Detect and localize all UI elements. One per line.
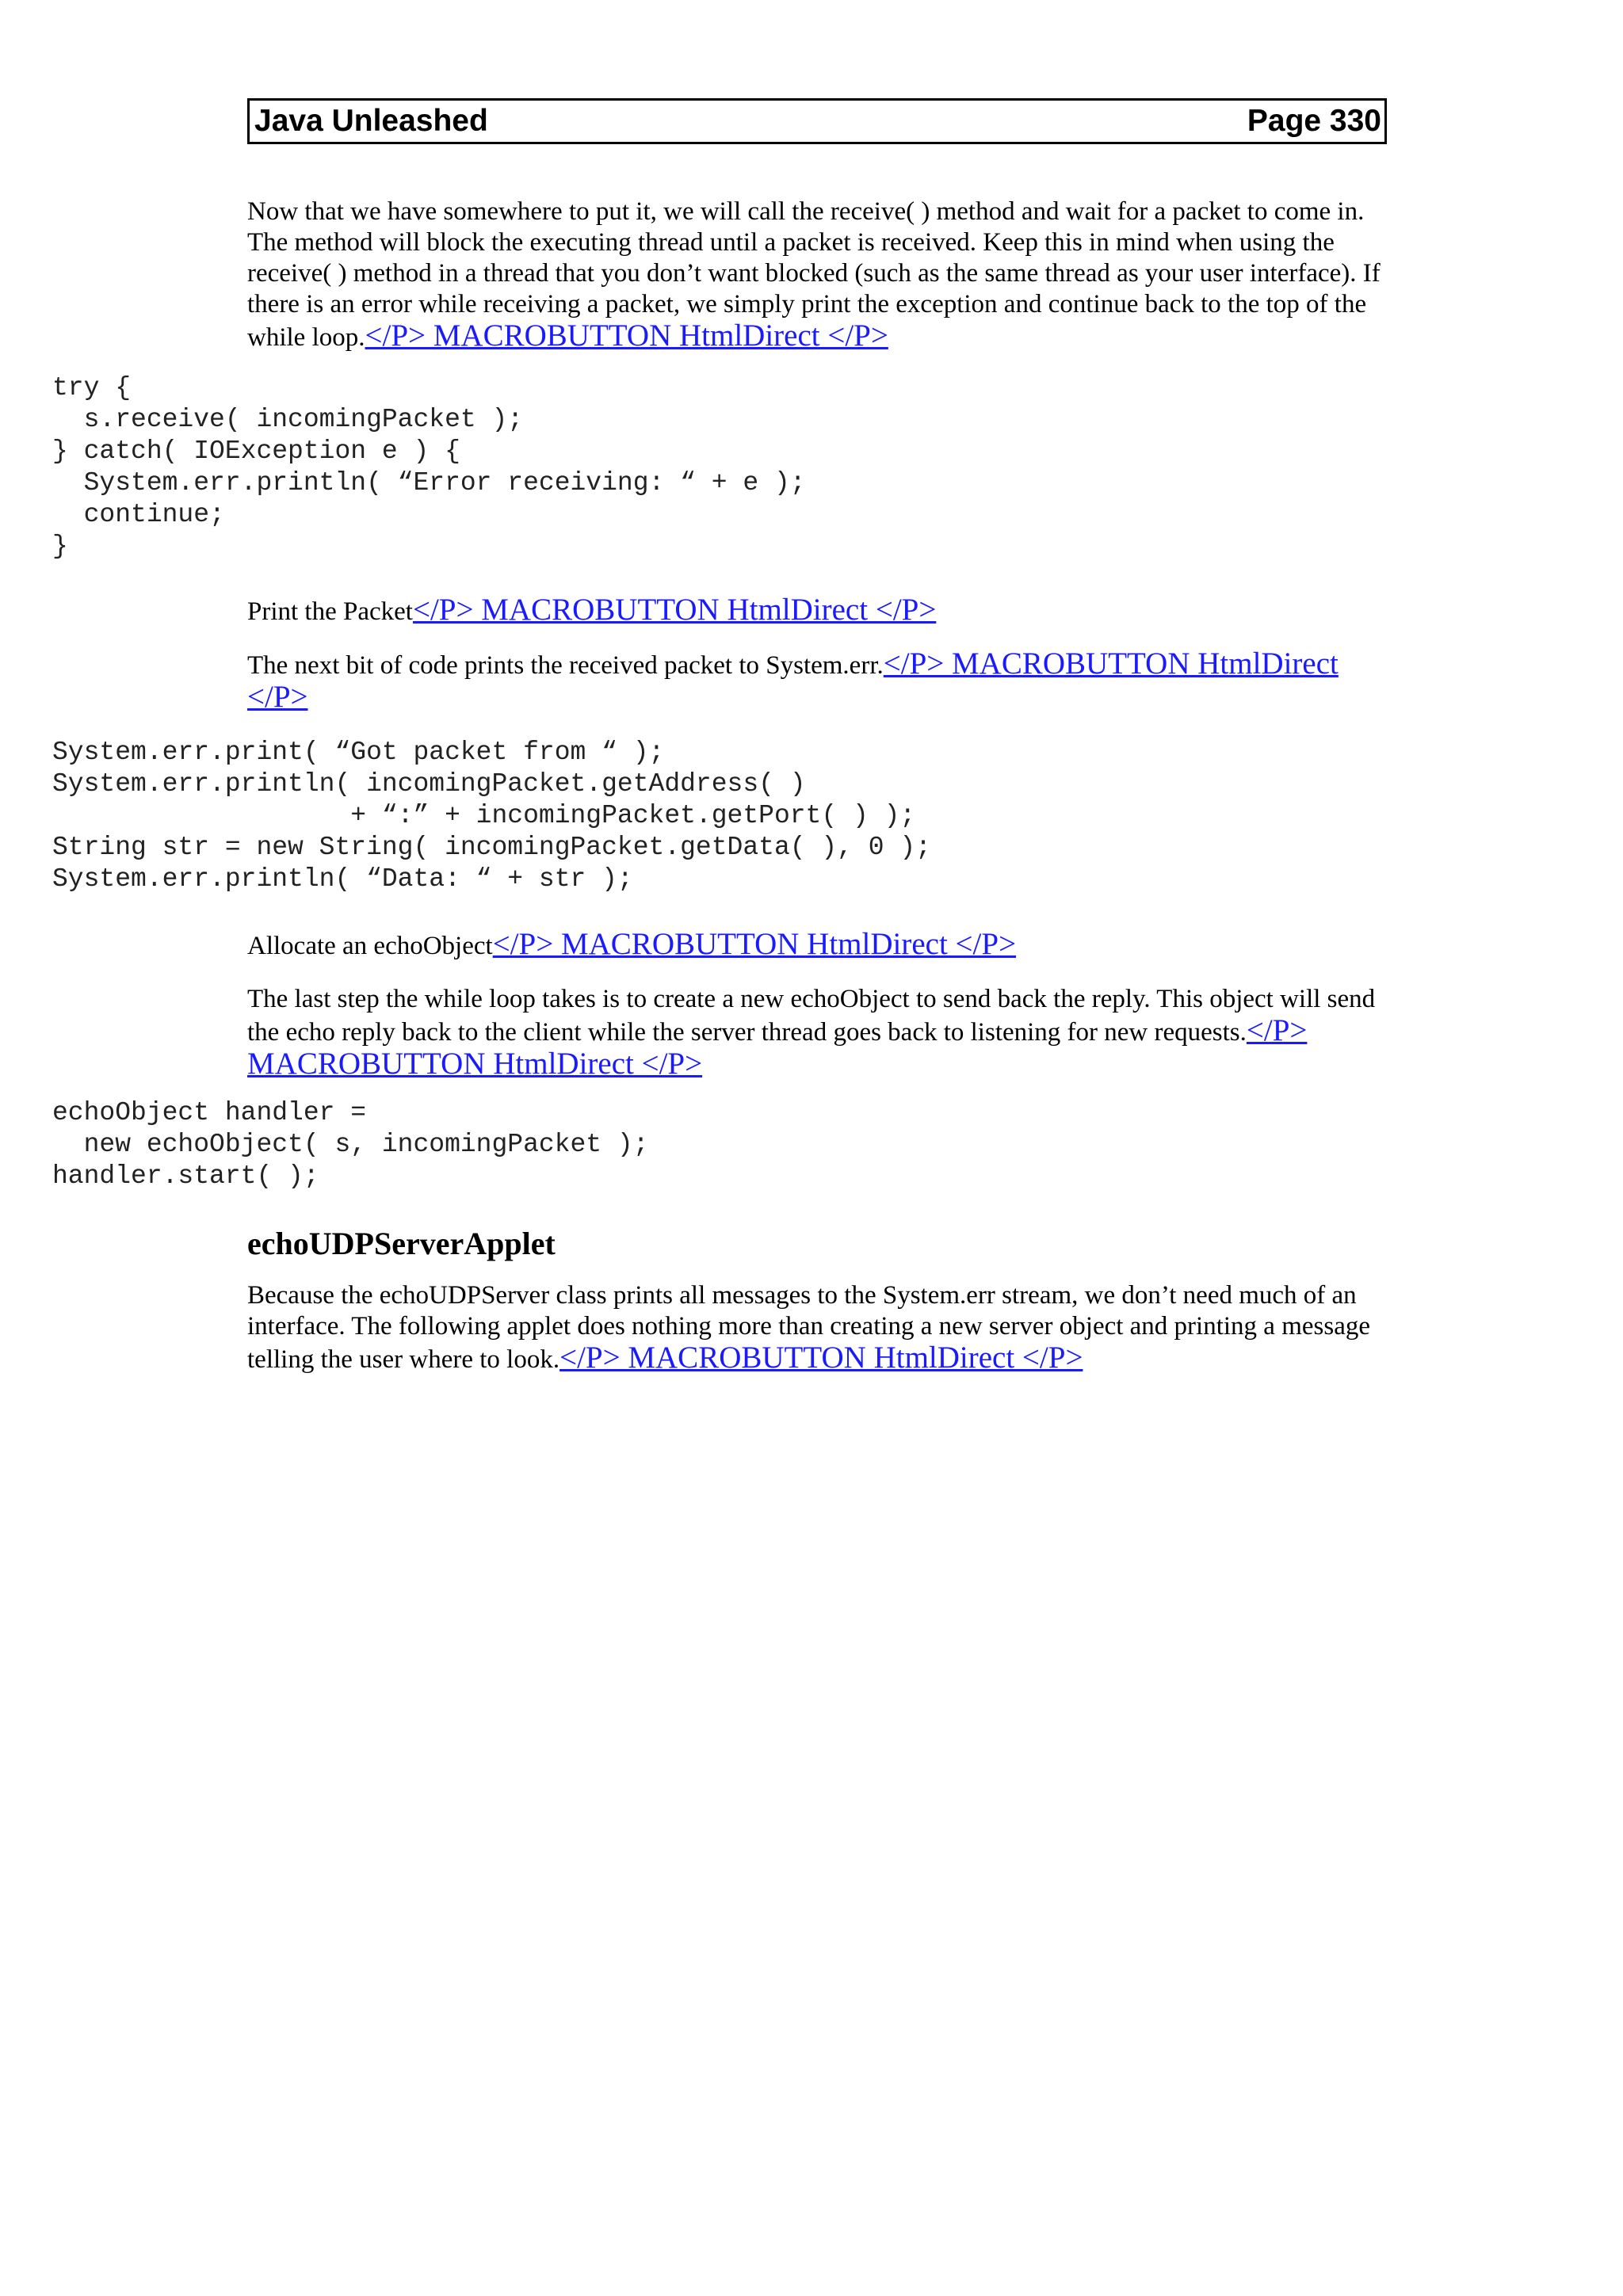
paragraph-text: The next bit of code prints the received packet to System.err. <box>247 651 884 680</box>
paragraph-receive <box>247 196 1388 353</box>
paragraph-text: The last step the while loop takes is to create a new echoObject to send back the reply. This object will send the echo reply back to the client while the server thread goes back to listening for new requests. <box>247 985 1376 1047</box>
code-block-echo-object: echoObject handler = new echoObject( s, incomingPacket ); handler.start( ); <box>52 1098 649 1191</box>
macrobutton-link[interactable]: </P> MACROBUTTON HtmlDirect </P> <box>559 1341 1083 1375</box>
paragraph-text: Because the echoUDPServer class prints all messages to the System.err stream, we don’t need much of an interface. The following applet does nothing more than creating a new server object and printing a message telling the user where to look. <box>247 1281 1370 1374</box>
document-title: Java Unleashed <box>254 104 488 138</box>
paragraph-text: Now that we have somewhere to put it, we will call the receive( ) method and wait for a packet to come in. The method will block the executing thread until a packet is received. Keep this in mind when using the receive( ) method in a thread that you don’t want blocked (such as the same thread as your user interface). If there is an error while receiving a packet, we simply print the exception and continue back to the top of the while loop. <box>247 197 1381 352</box>
page-header <box>247 98 1387 144</box>
macrobutton-link[interactable]: </P> MACROBUTTON HtmlDirect </P> <box>492 927 1017 961</box>
paragraph-allocate-label <box>247 929 1388 962</box>
paragraph-applet <box>247 1280 1388 1375</box>
page-number: Page 330 <box>1247 104 1381 138</box>
paragraph-allocate <box>247 984 1388 1081</box>
paragraph-print-packet <box>247 648 1388 715</box>
code-block-print: System.err.print( “Got packet from “ ); System.err.println( incomingPacket.getAddress( ) + “:” + incomingPacket.getPort( ) ); String str = new String( incomingPacket.getData( ), 0 ); System.err.println( “Data: “ + str ); <box>52 738 931 894</box>
paragraph-text: Allocate an echoObject <box>247 932 493 960</box>
macrobutton-link[interactable]: </P> MACROBUTTON HtmlDirect </P> <box>247 646 1338 714</box>
paragraph-text: Print the Packet <box>247 597 413 626</box>
paragraph-print-packet-label <box>247 594 1388 627</box>
section-heading: echoUDPServerApplet <box>247 1226 556 1261</box>
code-block-receive: try { s.receive( incomingPacket ); } catch( IOException e ) { System.err.println( “Error receiving: “ + e ); continue; } <box>52 373 806 561</box>
macrobutton-link[interactable]: </P> MACROBUTTON HtmlDirect </P> <box>412 593 937 627</box>
macrobutton-link[interactable]: </P> MACROBUTTON HtmlDirect </P> <box>247 1013 1308 1081</box>
macrobutton-link[interactable]: </P> MACROBUTTON HtmlDirect </P> <box>365 318 888 353</box>
